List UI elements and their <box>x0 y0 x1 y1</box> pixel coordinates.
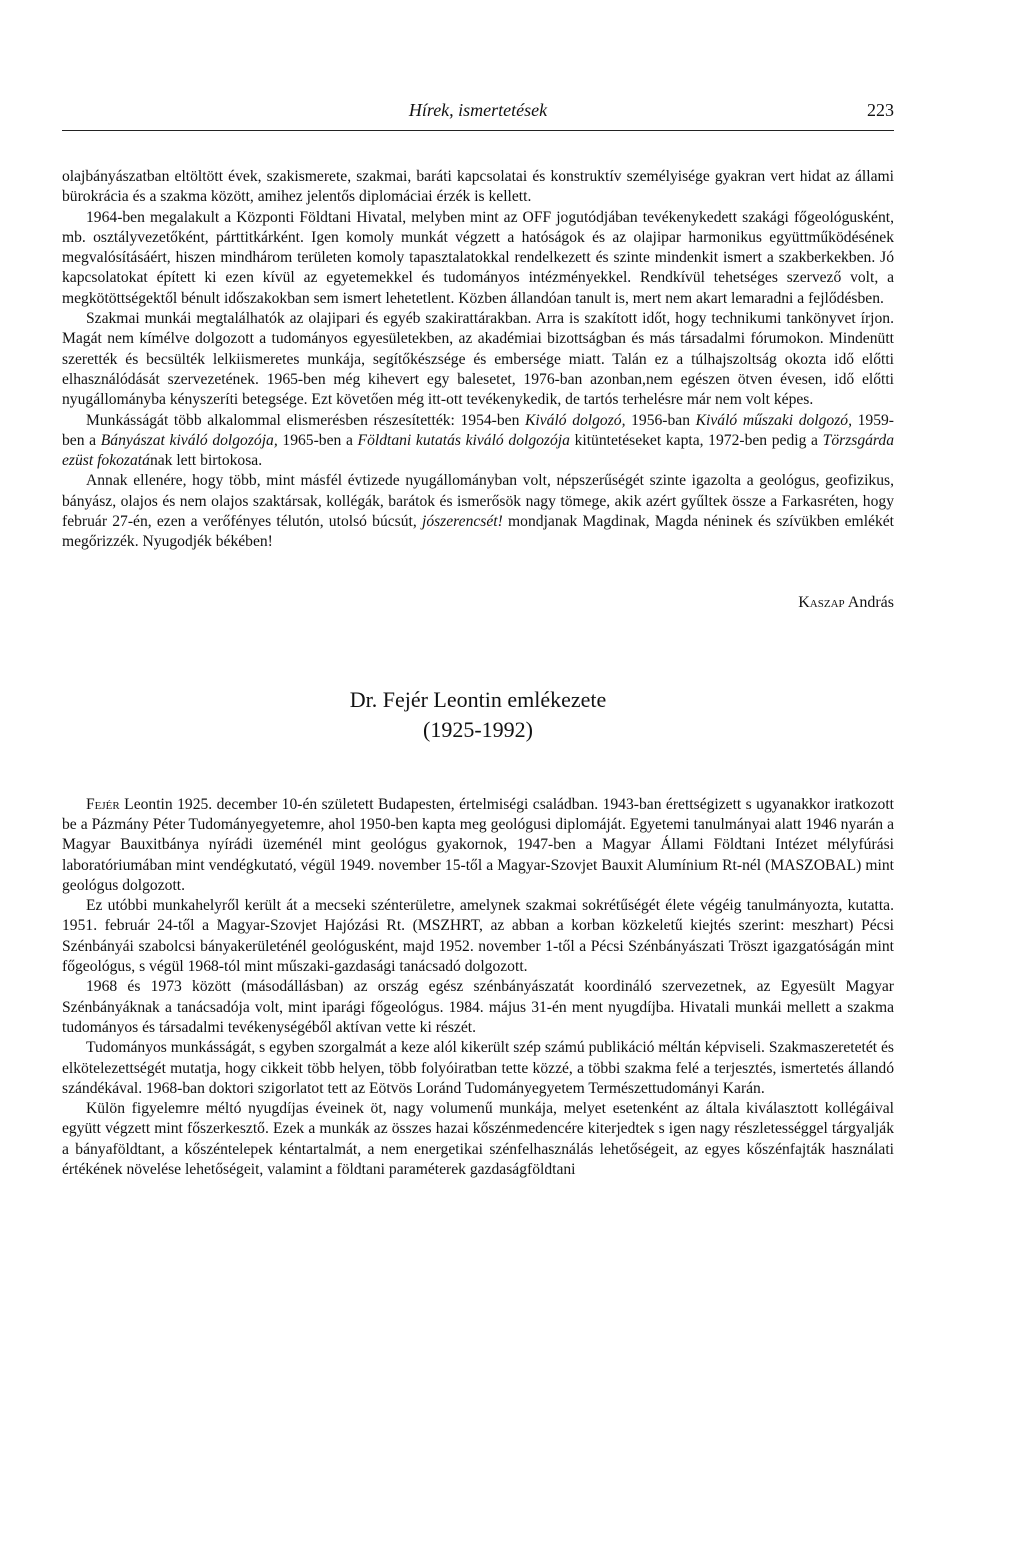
running-title: Hírek, ismertetések <box>408 100 548 120</box>
page-number: 223 <box>867 100 894 120</box>
awards-text: Munkásságát több alkalommal elismerésben részesítették: 1954-ben <box>86 411 526 429</box>
award-title: Földtani kutatás kiváló dolgozója <box>357 431 570 449</box>
award-title: Kiváló műszaki dolgozó, <box>695 411 852 429</box>
awards-text: 1959-ben a <box>62 411 894 449</box>
award-title: Kiváló dolgozó, <box>525 411 626 429</box>
awards-text: kitüntetéseket kapta, 1972-ben pedig a <box>569 431 823 449</box>
paragraph: Tudományos munkásságát, s egyben szorgalmát a keze alól kikerült szép számú publikáció méltán képviseli. Szakmaszeretetét és elkötelezettségét mutatja, hogy cikkeit több helyen, több folyóiratban tette közzé, a többi szakma felé a terjesztés, ismertetés állandó szándékával. 1968-ban doktori szigorlatot tett az Eötvös Loránd Tudományegyetem Természettudományi Karán. <box>62 1039 894 1097</box>
running-header <box>62 96 894 131</box>
awards-text: 1956-ban <box>625 411 696 429</box>
award-title: Törzsgárda ezüst fokozatá <box>62 431 895 470</box>
paragraph: 1968 és 1973 között (másodállásban) az ország egész szénbányászatát koordináló szervezetnek, az Egyesült Magyar Szénbányáknak a tanácsadója volt, mint iparági főgeológus. 1984. május 31-én ment nyugdíjba. Hivatali munkái mellett a szakma tudományos és társadalmi tevékenységéből aktívan vette ki részét. <box>62 978 894 1036</box>
award-title: Bányászat kiváló dolgozója, <box>100 431 278 449</box>
obituary-title: Dr. Fejér Leontin emlékezete <box>349 686 607 712</box>
lead-surname: Fejér <box>86 795 120 813</box>
awards-text: nak lett birtokosa. <box>149 452 263 470</box>
emphasis: jószerencsét! <box>421 513 503 531</box>
paragraph: 1964-ben megalakult a Központi Földtani Hivatal, melyben mint az OFF jogutódjában tevékenykedett szakági főgeológusként, mb. osztályvezetőként, párttitkárként. Igen komoly munkát végzett a hatóságok és az olajipar harmonikus együttműködésének megvalósításáért, hiszen mindhárom területen komoly tapasztalatokkal rendelkezett és szinte mindenkit ismert a szakberkekben. Jó kapcsolatokat épített ki ezen kívül az egyetemekkel és tudományos intézményekkel. Rendkívül tehetséges szervező volt, a megkötöttségektől bénult időszakokban sem ismert lehetetlent. Közben állandóan tanult is, mert nem akart lemaradni a fejlődésben. <box>62 208 894 307</box>
document-page <box>62 96 894 1180</box>
paragraph: Külön figyelemre méltó nyugdíjas éveinek öt, nagy volumenű munkája, melyet esetenként az általa kiválasztott kollégáival együtt végzett mint főszerkesztő. Ezek a munkák az összes hazai kőszénmedencére kiterjedtek s igen nagy részletességgel tárgyalják a bányaföldtant, a kőszéntelepek kéntartalmát, a nem energetikai szénfelhasználás lehetőségeit, az egyes kőszénfajták használati értékének növelése lehetőségeit, valamint a földtani paraméterek gazdaságföldtani <box>62 1100 894 1178</box>
author-surname: Kaszap <box>798 593 845 611</box>
paragraph: Szakmai munkái megtalálhatók az olajipari és egyéb szakirattárakban. Arra is szakított időt, hogy technikumi tankönyvet írjon. Magát nem kímélve dolgozott a tudományos egyesületekben, az akadémiai bizottságban és más társadalmi fórumokon. Mindenütt szerették és becsülték lelkiismeretes munkája, segítőkészsége és embersége miatt. Talán ez a túlhajszoltság okozta idő előtti elhasználódását szervezetének. 1965-ben még kihevert egy balesetet, 1976-ban azonban,nem egészen ötven évesen, idő előtti nyugállományba kényszeríti betegsége. Ezt követően még itt-ott tevékenykedik, de tartós terhelésre már nem volt képes. <box>62 310 894 409</box>
paragraph: Ez utóbbi munkahelyről került át a mecseki szénterületre, amelynek szakmai sokrétűségét élete végéig tanulmányozta, kutatta. 1951. február 24-től a Magyar-Szovjet Hajózási Rt. (MSZHRT, az abban a korban közkeletű kiejtés szerint: meszhart) Pécsi Szénbányái szabolcsi bányakerületénél geológusként, majd 1952. november 1-től a Pécsi Szénbányászati Tröszt igazgatóságán mint főgeológus, s végül 1968-tól mint műszaki-gazdasági tanácsadó dolgozott. <box>62 897 894 976</box>
author-signature <box>62 593 894 613</box>
author-given-name: András <box>847 593 894 611</box>
farewell-text: Annak ellenére, hogy több, mint másfél évtizede nyugállományban volt, népszerűségét szinte igazolta a geológus, geofizikus, bányász, olajos és nem olajos szaktársak, kollégák, barátok és ismerősök nagy tömege, akik azért gyűltek össze a Farkasréten, hogy február 27-én, ezen a verőfényes télutón, utolsó búcsút, <box>62 472 894 531</box>
awards-paragraph <box>62 411 894 472</box>
obituary-years: (1925-1992) <box>423 716 533 742</box>
awards-text: 1965-ben a <box>277 431 358 449</box>
lead-paragraph <box>62 795 894 896</box>
article-continuation <box>62 167 894 613</box>
farewell-paragraph <box>62 471 894 552</box>
paragraph: olajbányászatban eltöltött évek, szakismerete, szakmai, baráti kapcsolatai és konstruktív személyisége gyakran vert hidat az állami bürokrácia és a szakma között, amihez jelentős diplomáciai érzék is kellett. <box>62 168 894 206</box>
obituary-body <box>62 795 894 1181</box>
lead-text: Leontin 1925. december 10-én született Budapesten, értelmiségi családban. 1943-ban érettségizett s ugyanakkor iratkozott be a Pázmány Péter Tudományegyetemre, ahol 1950-ben kapta meg geológusi diplomáját. Egyetemi tanulmányai alatt 1946 nyarán a Magyar Bauxitbánya nyírádi üzeménél mint geológus gyakornok, 1947-ben a Magyar Állami Földtani Intézet mélyfúrási laboratóriumában mint vendégkutató, végül 1949. november 15-től a Magyar-Szovjet Bauxit Alumínium Rt-nél (MASZOBAL) mint geológus dolgozott. <box>62 795 894 894</box>
farewell-text: mondjanak Magdinak, Magda néninek és szívükben emlékét megőrizzék. Nyugodjék békében! <box>62 513 894 551</box>
